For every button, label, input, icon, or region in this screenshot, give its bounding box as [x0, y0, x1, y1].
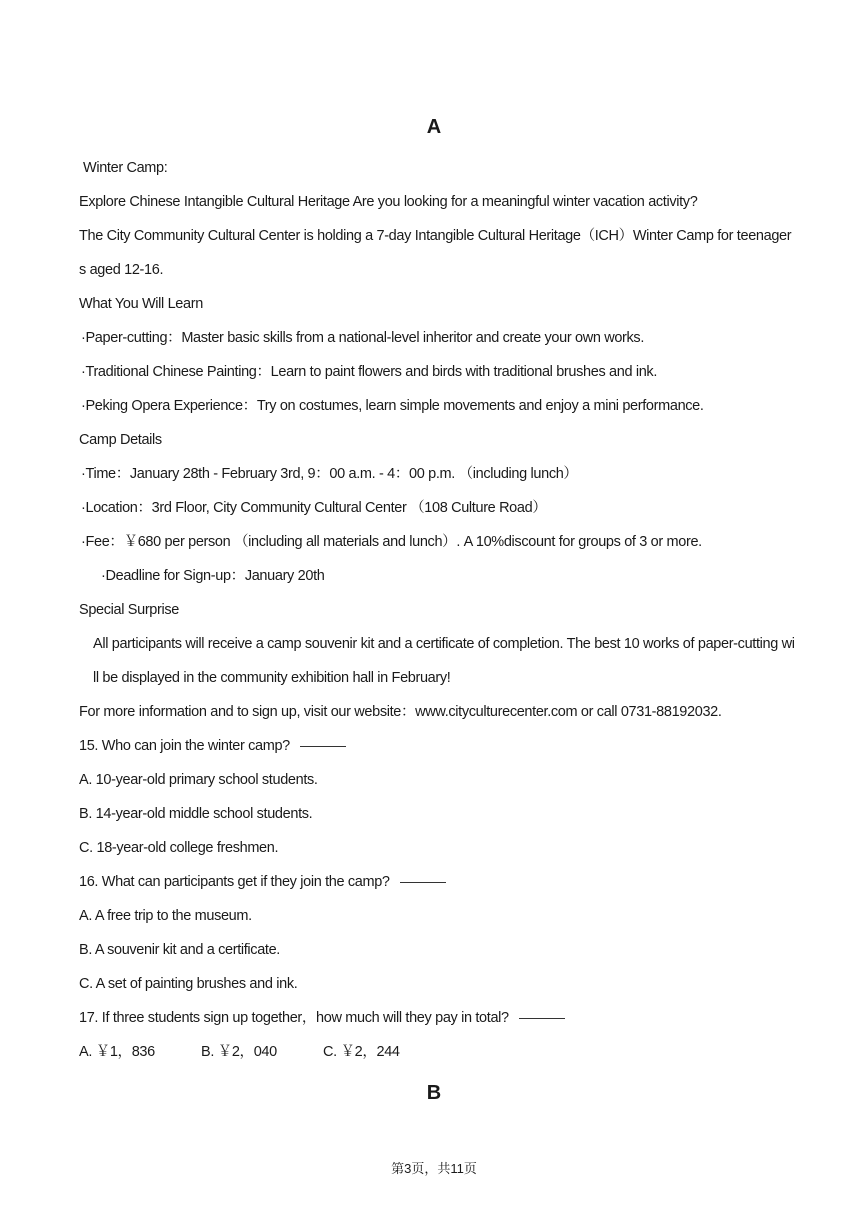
- question-17-option-b: B. ￥2，040: [201, 1044, 277, 1060]
- detail-time: ·Time：January 28th - February 3rd, 9：00 a.m. - 4：00 p.m. （including lunch）: [81, 466, 578, 482]
- learn-item-peking-opera: ·Peking Opera Experience：Try on costumes, learn simple movements and enjoy a mini performance.: [81, 398, 704, 414]
- question-16-option-c: C. A set of painting brushes and ink.: [79, 976, 298, 992]
- section-heading-b: B: [426, 1082, 442, 1104]
- detail-deadline: ·Deadline for Sign-up：January 20th: [101, 568, 325, 584]
- question-15-option-a: A. 10-year-old primary school students.: [79, 772, 318, 788]
- detail-fee: ·Fee：￥680 per person （including all materials and lunch）. A 10%discount for groups of 3 or more.: [81, 534, 702, 550]
- answer-blank-16[interactable]: [400, 881, 446, 883]
- detail-location: ·Location：3rd Floor, City Community Cultural Center （108 Culture Road）: [81, 500, 547, 516]
- question-15-option-b: B. 14-year-old middle school students.: [79, 806, 313, 822]
- passage-intro: The City Community Cultural Center is holding a 7-day Intangible Cultural Heritage（ICH）Winter Camp for teenagers aged 12-16.: [79, 228, 792, 278]
- passage-content: [79, 151, 795, 1069]
- passage-title: Winter Camp:: [83, 160, 168, 176]
- question-15-option-c: C. 18-year-old college freshmen.: [79, 840, 279, 856]
- page-footer: 第3页，共11页: [391, 1161, 477, 1176]
- learn-item-painting: ·Traditional Chinese Painting：Learn to paint flowers and birds with traditional brushes and ink.: [81, 364, 658, 380]
- question-16-option-b: B. A souvenir kit and a certificate.: [79, 942, 280, 958]
- passage-subtitle: Explore Chinese Intangible Cultural Heritage Are you looking for a meaningful winter vacation activity?: [79, 194, 698, 210]
- question-17-stem: 17. If three students sign up together，how much will they pay in total?: [79, 1001, 795, 1035]
- question-16-stem: 16. What can participants get if they join the camp?: [79, 865, 795, 899]
- answer-blank-17[interactable]: [519, 1017, 565, 1019]
- question-15-stem: 15. Who can join the winter camp?: [79, 729, 795, 763]
- contact-info: For more information and to sign up, visit our website：www.cityculturecenter.com or call 0731-88192032.: [79, 704, 722, 720]
- surprise-text: All participants will receive a camp souvenir kit and a certificate of completion. The best 10 works of paper-cutting will be displayed in the community exhibition hall in February!: [93, 636, 795, 686]
- question-17-option-a: A. ￥1，836: [79, 1044, 155, 1060]
- question-17-options: [79, 1035, 795, 1069]
- surprise-heading: Special Surprise: [79, 602, 179, 618]
- section-heading-a: A: [426, 116, 442, 138]
- question-16-option-a: A. A free trip to the museum.: [79, 908, 252, 924]
- answer-blank-15[interactable]: [300, 745, 346, 747]
- details-heading: Camp Details: [79, 432, 162, 448]
- question-17-option-c: C. ￥2，244: [323, 1044, 400, 1060]
- learn-item-paper-cutting: ·Paper-cutting：Master basic skills from a national-level inheritor and create your own works.: [81, 330, 644, 346]
- learn-heading: What You Will Learn: [79, 296, 203, 312]
